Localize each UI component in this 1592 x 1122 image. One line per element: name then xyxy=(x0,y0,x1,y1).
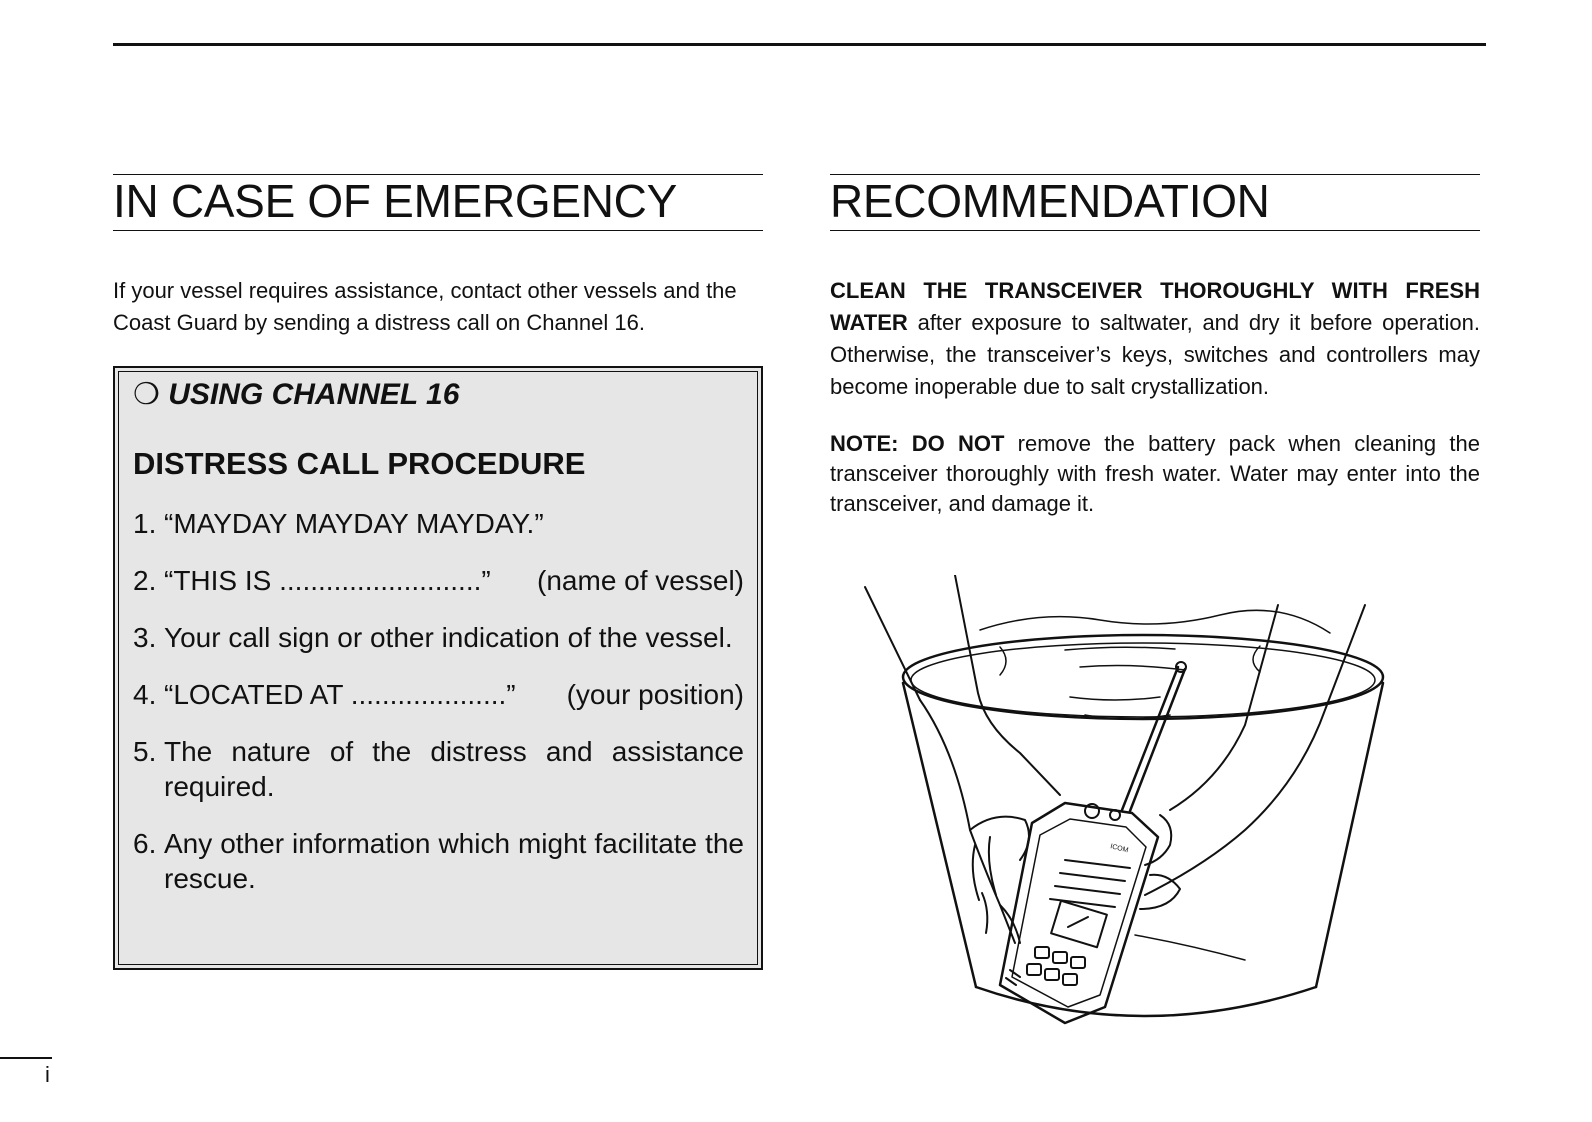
step-text: “MAYDAY MAYDAY MAYDAY.” xyxy=(164,508,544,539)
box-heading-text: USING CHANNEL 16 xyxy=(168,378,460,411)
step-number: 2. xyxy=(133,565,157,596)
step-aside: (name of vessel) xyxy=(537,565,744,596)
step-text: Your call sign or other indication of the vessel. xyxy=(164,622,733,653)
step-number: 5. xyxy=(133,736,157,767)
emergency-intro: If your vessel requires assistance, contact other vessels and the Coast Guard by sending a distress call on Channel 16. xyxy=(113,278,737,335)
step-number: 3. xyxy=(133,622,157,653)
page-number-rule xyxy=(0,1057,52,1059)
note-text: remove the battery pack when cleaning the transceiver thoroughly with fresh water. Water may enter into the transceiver, and damage it. xyxy=(830,431,1480,516)
cleaning-paragraph xyxy=(830,275,1480,403)
step-6 xyxy=(133,826,744,896)
step-aside: (your position) xyxy=(566,679,744,710)
emergency-section xyxy=(113,174,763,339)
step-5 xyxy=(133,734,744,804)
washing-transceiver-illustration xyxy=(860,575,1420,1055)
cleaning-text: after exposure to saltwater, and dry it before operation. Otherwise, the transceiver’s keys, switches and controllers may become inoperable due to salt crystallization. xyxy=(830,310,1480,399)
step-4 xyxy=(133,677,744,712)
step-text: The nature of the distress and assistance required. xyxy=(164,736,744,802)
channel-16-box-inner xyxy=(118,371,758,965)
recommendation-title: RECOMMENDATION xyxy=(830,174,1480,231)
step-number: 6. xyxy=(133,828,157,859)
circle-bullet-icon: ❍ xyxy=(133,378,160,411)
step-number: 1. xyxy=(133,508,157,539)
recommendation-section xyxy=(830,174,1480,519)
distress-call-heading: DISTRESS CALL PROCEDURE xyxy=(133,446,586,481)
note-paragraph xyxy=(830,429,1480,519)
page-number: i xyxy=(45,1062,50,1087)
step-text: Any other information which might facilitate the rescue. xyxy=(164,828,744,894)
box-heading xyxy=(133,377,744,413)
step-3 xyxy=(133,620,744,655)
hands-icon xyxy=(865,575,1365,943)
icom-logo: ICOM xyxy=(1109,843,1129,855)
step-line xyxy=(164,563,744,598)
step-2 xyxy=(133,563,744,598)
step-text: “LOCATED AT ....................” xyxy=(164,679,516,710)
step-line xyxy=(164,677,744,712)
note-emphasis: NOTE: DO NOT xyxy=(830,431,1005,456)
channel-16-box xyxy=(113,366,763,970)
cleaning-emphasis: CLEAN THE TRANSCEIVER THOROUGHLY WITH FRESH WATER xyxy=(830,278,1480,335)
emergency-title: IN CASE OF EMERGENCY xyxy=(113,174,763,231)
distress-steps-list xyxy=(133,506,744,896)
step-1 xyxy=(133,506,744,541)
top-rule xyxy=(113,43,1486,46)
step-number: 4. xyxy=(133,679,157,710)
step-text: “THIS IS ..........................” xyxy=(164,565,491,596)
